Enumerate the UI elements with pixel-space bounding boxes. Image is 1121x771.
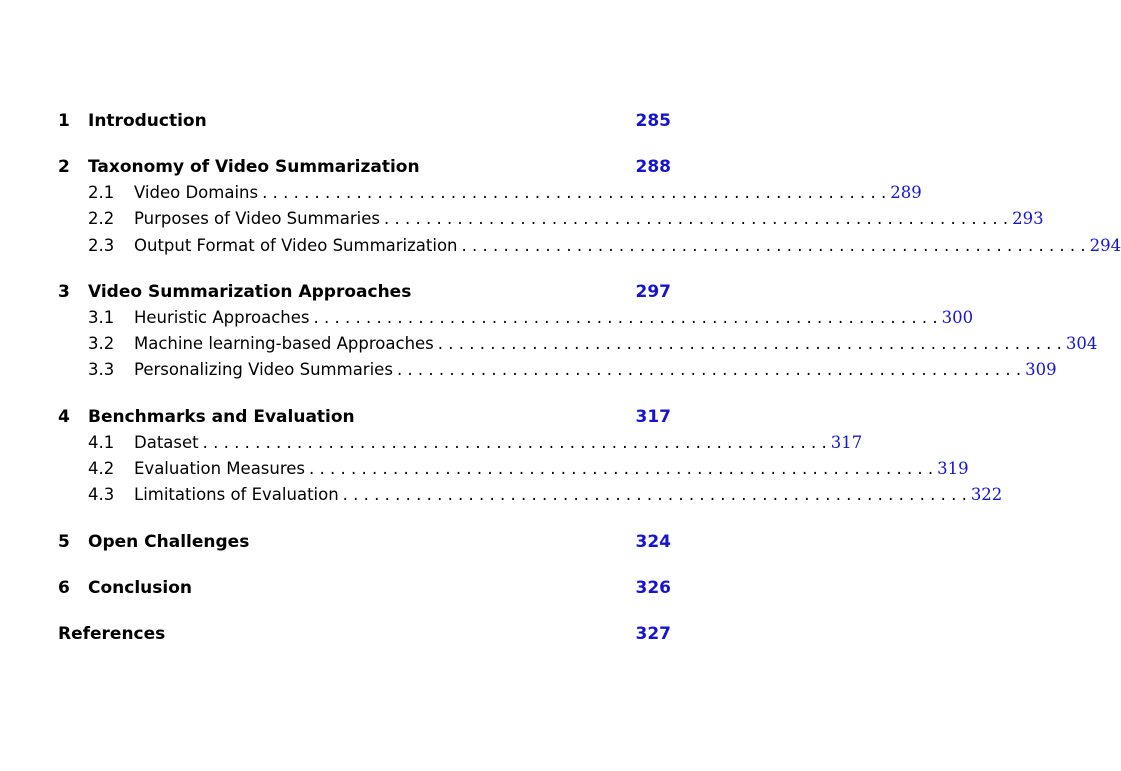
- section-title: Evaluation Measures: [134, 459, 306, 479]
- toc-section-dataset[interactable]: [58, 430, 863, 456]
- section-page-link[interactable]: 300: [941, 307, 974, 327]
- dot-leader: . . . . . . . . . . . . . . . . . . . . . . . . . . . . . . . . . . . . . . . . . . . . . . . . . . . . . . . . . . . .: [313, 307, 938, 327]
- dot-leader: . . . . . . . . . . . . . . . . . . . . . . . . . . . . . . . . . . . . . . . . . . . . . . . . . . . . . . . . . . . .: [461, 235, 1086, 255]
- section-title: Machine learning-based Approaches: [134, 334, 434, 354]
- section-page-link[interactable]: 319: [937, 459, 969, 479]
- section-number: 2.1: [88, 183, 115, 202]
- section-page-link[interactable]: 304: [1065, 334, 1098, 354]
- section-number: 3.2: [88, 334, 115, 354]
- section-number: 2.3: [88, 235, 115, 255]
- section-page-link[interactable]: 317: [830, 432, 863, 452]
- section-title: Purposes of Video Summaries: [134, 209, 380, 229]
- dot-leader: . . . . . . . . . . . . . . . . . . . . . . . . . . . . . . . . . . . . . . . . . . . . . . . . . . . . . . . . . . . .: [309, 459, 934, 479]
- chapter-title: Conclusion: [88, 577, 192, 598]
- section-number: 3.3: [88, 360, 115, 380]
- chapter-number: 4: [58, 406, 70, 427]
- section-number: 4.3: [88, 485, 115, 505]
- toc-section-purposes[interactable]: [58, 206, 1044, 232]
- dot-leader: . . . . . . . . . . . . . . . . . . . . . . . . . . . . . . . . . . . . . . . . . . . . . . . . . . . . . . . . . . . .: [396, 360, 1022, 380]
- chapter-title: Taxonomy of Video Summarization: [88, 157, 420, 177]
- section-title: Output Format of Video Summarization: [134, 235, 458, 255]
- section-number: 2.2: [88, 209, 115, 229]
- toc-chapter-benchmarks[interactable]: [58, 404, 671, 430]
- section-number: 3.1: [88, 307, 115, 327]
- toc-chapter-introduction[interactable]: [58, 108, 671, 134]
- toc-section-limitations[interactable]: [58, 482, 1003, 508]
- section-page-link[interactable]: 309: [1025, 360, 1057, 380]
- section-number: 4.1: [88, 432, 115, 452]
- chapter-title: Introduction: [88, 111, 207, 131]
- chapter-number: 3: [58, 281, 70, 302]
- chapter-page-link[interactable]: 317: [635, 406, 671, 427]
- chapter-page-link[interactable]: 285: [635, 111, 671, 131]
- dot-leader: . . . . . . . . . . . . . . . . . . . . . . . . . . . . . . . . . . . . . . . . . . . . . . . . . . . . . . . . . . . .: [437, 334, 1062, 354]
- section-title: Heuristic Approaches: [134, 307, 310, 327]
- dot-leader: . . . . . . . . . . . . . . . . . . . . . . . . . . . . . . . . . . . . . . . . . . . . . . . . . . . . . . . . . . . .: [202, 432, 827, 452]
- toc-section-heuristic[interactable]: [58, 305, 974, 331]
- section-page-link[interactable]: 322: [970, 485, 1003, 505]
- table-of-contents: [58, 108, 1121, 647]
- chapter-page-link[interactable]: 326: [635, 577, 671, 598]
- chapter-title: Open Challenges: [88, 531, 250, 552]
- chapter-number: 6: [58, 577, 70, 598]
- dot-leader: . . . . . . . . . . . . . . . . . . . . . . . . . . . . . . . . . . . . . . . . . . . . . . . . . . . . . . . . . . . .: [342, 485, 967, 505]
- section-title: Limitations of Evaluation: [134, 485, 339, 505]
- chapter-number: 1: [58, 111, 70, 131]
- chapter-page-link[interactable]: 288: [635, 157, 671, 177]
- chapter-page-link[interactable]: 324: [635, 531, 671, 552]
- section-title: Personalizing Video Summaries: [134, 360, 393, 380]
- toc-section-machine-learning[interactable]: [58, 331, 1098, 357]
- chapter-title: Video Summarization Approaches: [88, 281, 412, 302]
- chapter-title: References: [58, 623, 166, 644]
- chapter-title: Benchmarks and Evaluation: [88, 406, 355, 427]
- toc-section-evaluation-measures[interactable]: [58, 456, 969, 482]
- chapter-number: 5: [58, 531, 70, 552]
- toc-section-video-domains[interactable]: [58, 180, 922, 206]
- toc-chapter-conclusion[interactable]: [58, 575, 671, 601]
- dot-leader: . . . . . . . . . . . . . . . . . . . . . . . . . . . . . . . . . . . . . . . . . . . . . . . . . . . . . . . . . . . .: [384, 209, 1009, 229]
- toc-chapter-approaches[interactable]: [58, 279, 671, 305]
- toc-section-output-format[interactable]: [58, 233, 1121, 259]
- section-page-link[interactable]: 289: [890, 183, 922, 202]
- section-title: Dataset: [134, 432, 199, 452]
- chapter-number: 2: [58, 157, 70, 177]
- chapter-page-link[interactable]: 327: [635, 623, 671, 644]
- toc-section-personalizing[interactable]: [58, 357, 1057, 383]
- toc-chapter-taxonomy[interactable]: [58, 154, 671, 180]
- section-title: Video Domains: [134, 183, 259, 202]
- toc-chapter-open-challenges[interactable]: [58, 529, 671, 555]
- section-page-link[interactable]: 294: [1089, 235, 1121, 255]
- dot-leader: . . . . . . . . . . . . . . . . . . . . . . . . . . . . . . . . . . . . . . . . . . . . . . . . . . . . . . . . . . . .: [262, 183, 887, 202]
- section-page-link[interactable]: 293: [1012, 209, 1044, 229]
- toc-chapter-references[interactable]: [58, 621, 671, 647]
- section-number: 4.2: [88, 459, 115, 479]
- chapter-page-link[interactable]: 297: [635, 281, 671, 302]
